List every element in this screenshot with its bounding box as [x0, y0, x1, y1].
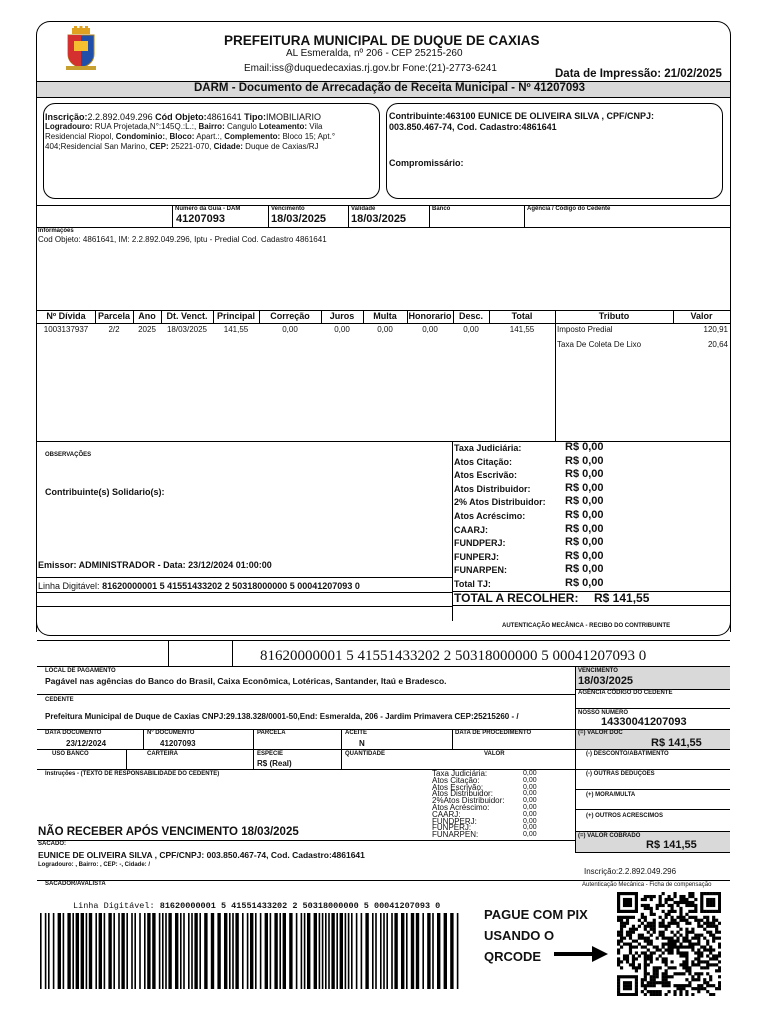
boleto-tax-label: Atos Distribuidor:	[432, 789, 493, 799]
guia-numero-label: Número da Guia - DAM	[175, 206, 241, 212]
data-proc-label: DATA DE PROCEDIMENTO	[455, 730, 532, 736]
boleto-tax-value: 0,00	[523, 817, 537, 825]
boleto-tax-value: 0,00	[523, 831, 537, 839]
boleto-tax-value: 0,00	[523, 770, 537, 777]
debitos-header: Nº Dívida Parcela Ano Dt. Venct. Principal Correção Juros Multa Honorario Desc. Total	[46, 311, 533, 321]
header-address: AL Esmeralda, nº 206 - CEP 25215-260	[286, 48, 463, 59]
tax-value: R$ 0,00	[565, 549, 604, 562]
linha-digitavel-bottom: Linha Digitável: 81620000001 5 41551433202 2 50318000000 5 00041207093 0	[73, 901, 441, 911]
page-title: PREFEITURA MUNICIPAL DE DUQUE DE CAXIAS	[224, 33, 540, 48]
pix-qrcode[interactable]	[617, 892, 721, 996]
sacado-label: SACADO:	[38, 841, 66, 847]
tax-label: 2% Atos Distribuidor:	[454, 497, 546, 508]
boleto-tax-value: 0,00	[523, 783, 537, 791]
guia-validade: 18/03/2025	[351, 213, 407, 225]
tax-value: R$ 0,00	[565, 577, 604, 589]
boleto-tax-value: 0,00	[523, 824, 537, 832]
boleto-tax-label: CAARJ:	[432, 809, 461, 819]
boleto-tax-label: FUNPERJ:	[432, 823, 472, 833]
coat-of-arms-logo	[64, 26, 98, 72]
autenticacao-ficha: Autenticação Mecânica - Ficha de compensação	[582, 882, 712, 888]
vencimento-label: VENCIMENTO	[578, 668, 618, 674]
quantidade-label: QUANTIDADE	[345, 751, 385, 757]
print-date: Data de Impressão: 21/02/2025	[555, 68, 722, 80]
especie-label: ESPÉCIE	[257, 751, 284, 757]
imovel-details: Inscrição:2.2.892.049.296 Cód Objeto:4861641 Tipo:IMOBILIARIO Logradouro: RUA Projetada,N°:145Q.:L.:, Bairro: Cangulo Loteamento: Vila Residencial Riopol, Condominio:, Bloco: Apart.:, Complemento: Bloco 15; Apt.° 404;Residencial San Marino, CEP: 25221-070, Cidade: Duque de Caxias/RJ	[45, 112, 336, 151]
outros-acrescimos-label: (+) OUTROS ACRESCIMOS	[586, 813, 663, 819]
uso-banco-label: USO BANCO	[52, 751, 89, 757]
tax-label: Atos Acréscimo:	[454, 511, 526, 521]
tax-value: R$ 0,00	[565, 536, 604, 549]
aceite: N	[359, 739, 365, 748]
boleto-tax-value: 0,00	[523, 804, 537, 811]
sacado-value: EUNICE DE OLIVEIRA SILVA , CPF/CNPJ: 003.850.467-74, Cod. Cadastro:4861641	[38, 850, 365, 860]
valor-cobrado: R$ 141,55	[646, 839, 697, 851]
tax-value: R$ 0,00	[565, 522, 604, 535]
valor-doc: R$ 141,55	[651, 737, 702, 749]
instrucoes-label: Instruções - (TEXTO DE RESPONSABILIDADE DO CEDENTE)	[45, 771, 220, 777]
observacoes-label: OBSERVAÇÕES	[45, 452, 92, 458]
boleto-tax-label: FUNARPEN:	[432, 830, 479, 840]
outras-deducoes-label: (-) OUTRAS DEDUÇÕES	[586, 771, 655, 777]
tributo-value: 120,91	[703, 325, 728, 334]
valor-label: VALOR	[484, 751, 505, 757]
header-contact: Email:iss@duquedecaxias.rj.gov.br Fone:(21)-2773-6241	[244, 63, 497, 74]
table-row: 1003137937 2/2 2025 18/03/2025 141,55 0,00 0,00 0,00 0,00 0,00 141,55	[43, 325, 535, 334]
agencia-label: AGÊNCIA CÓDIGO DO CEDENTE	[578, 690, 673, 696]
vencimento-value: 18/03/2025	[578, 675, 634, 687]
num-doc-label: Nº DOCUMENTO	[147, 730, 195, 736]
tax-value: R$ 0,00	[565, 509, 604, 521]
data-doc-label: DATA DOCUMENTO	[45, 730, 102, 736]
tax-label: Taxa Judiciária:	[454, 443, 522, 453]
desconto-label: (-) DESCONTO/ABATIMENTO	[586, 751, 669, 757]
solidarios-label: Contribuinte(s) Solidario(s):	[45, 487, 165, 497]
especie: R$ (Real)	[257, 759, 292, 768]
aceite-label: ACEITE	[345, 730, 368, 736]
tributo-name: Imposto Predial	[557, 325, 613, 334]
tax-label: FUNDPERJ:	[454, 538, 506, 549]
boleto-tax-label: Taxa Judiciária:	[432, 769, 488, 778]
parcela-label: PARCELA	[257, 730, 286, 736]
valor-header: Valor	[690, 311, 713, 321]
local-pagamento: Pagável nas agências do Banco do Brasil, Caixa Econômica, Lotéricas, Santander, Itaú e Bradesco.	[45, 676, 447, 686]
cedente-value: Prefeitura Municipal de Duque de Caxias CNPJ:29.138.328/0001-50,End: Esmeralda, 206 - Jardim Primavera CEP:25215260 - /	[45, 712, 519, 721]
tax-value: R$ 0,00	[565, 454, 604, 467]
guia-vencimento: 18/03/2025	[271, 213, 327, 225]
tax-label: FUNPERJ:	[454, 551, 500, 562]
compromissario-label: Compromissário:	[389, 158, 464, 168]
tax-label: CAARJ:	[454, 524, 489, 535]
sacado-logradouro: Logradouro: , Bairro: , CEP: -, Cidade: /	[38, 862, 151, 868]
guia-banco-label: Banco	[432, 206, 451, 212]
tax-value: R$ 0,00	[565, 563, 604, 576]
boleto-tax-label: Atos Acréscimo:	[432, 803, 490, 812]
tax-value: R$ 0,00	[565, 481, 604, 494]
guia-agencia-label: Agência / Código do Cedente	[527, 206, 611, 212]
tax-value: R$ 0,00	[565, 468, 604, 481]
nao-receber-notice: NÃO RECEBER APÓS VENCIMENTO 18/03/2025	[38, 826, 299, 838]
boleto-linha-digitavel: 81620000001 5 41551433202 2 50318000000 5 00041207093 0	[260, 648, 647, 664]
autenticacao-recibo: AUTENTICAÇÃO MECÂNICA - RECIBO DO CONTRIBUINTE	[502, 623, 671, 629]
pix-instructions: PAGUE COM PIX USANDO O QRCODE	[484, 907, 588, 964]
tributo-name: Taxa De Coleta De Lixo	[557, 340, 642, 349]
valor-doc-label: (=) VALOR DOC	[578, 730, 623, 736]
guia-vencimento-label: Vencimento	[271, 206, 305, 212]
informacoes-text: Cod Objeto: 4861641, IM: 2.2.892.049.296, Iptu - Predial Cod. Cadastro 4861641	[38, 235, 327, 244]
carteira-label: CARTEIRA	[147, 751, 178, 757]
mora-label: (+) MORA/MULTA	[586, 792, 636, 798]
tributo-header: Tributo	[598, 311, 630, 321]
emissor-info: Emissor: ADMINISTRADOR - Data: 23/12/2024 01:00:00	[38, 560, 272, 570]
boleto-tax-label: FUNDPERJ:	[432, 816, 477, 826]
informacoes-label: Informações	[38, 228, 74, 234]
doc-title: DARM - Documento de Arrecadação de Receita Municipal - Nº 41207093	[194, 82, 586, 94]
boleto-tax-value: 0,00	[523, 790, 537, 798]
boleto-tax-label: Atos Escrivão:	[432, 782, 484, 792]
tax-value: R$ 0,00	[565, 441, 604, 453]
boleto-tax-value: 0,00	[523, 776, 537, 784]
valor-cobrado-label: (=) VALOR COBRADO	[578, 833, 641, 839]
total-label: TOTAL A RECOLHER:	[454, 591, 579, 605]
boleto-tax-label: Atos Citação:	[432, 775, 480, 785]
barcode	[40, 913, 464, 989]
tax-value: R$ 0,00	[565, 495, 604, 508]
guia-validade-label: Validade	[351, 206, 376, 212]
data-doc: 23/12/2024	[66, 739, 107, 748]
tax-label: Atos Escrivão:	[454, 470, 518, 481]
cedente-label: CEDENTE	[45, 697, 74, 703]
total-value: R$ 141,55	[594, 591, 650, 605]
tax-label: Atos Citação:	[454, 456, 513, 467]
num-doc: 41207093	[160, 739, 196, 748]
tax-label: FUNARPEN:	[454, 565, 507, 576]
tax-label: Atos Distribuidor:	[454, 483, 531, 494]
nosso-numero-label: NOSSO NÚMERO	[578, 710, 629, 716]
avalista-label: SACADOR/AVALISTA	[45, 881, 106, 887]
linha-digitavel-top: Linha Digitável: 81620000001 5 41551433202 2 50318000000 5 00041207093 0	[38, 581, 360, 591]
boleto-tax-label: 2%Atos Distribuidor:	[432, 796, 505, 806]
nosso-numero: 14330041207093	[601, 716, 687, 728]
contribuinte-info: Contribuinte:463100 EUNICE DE OLIVEIRA SILVA , CPF/CNPJ: 003.850.467-74, Cod. Cadastro:4861641	[389, 111, 655, 132]
guia-numero: 41207093	[176, 213, 225, 225]
tributo-value: 20,64	[707, 340, 728, 349]
boleto-tax-value: 0,00	[523, 797, 537, 805]
local-pagamento-label: LOCAL DE PAGAMENTO	[45, 668, 116, 674]
arrow-right-icon	[554, 946, 608, 962]
inscricao: Inscrição:2.2.892.049.296	[584, 867, 677, 876]
tax-label: Total TJ:	[454, 579, 491, 589]
boleto-tax-value: 0,00	[523, 810, 537, 818]
